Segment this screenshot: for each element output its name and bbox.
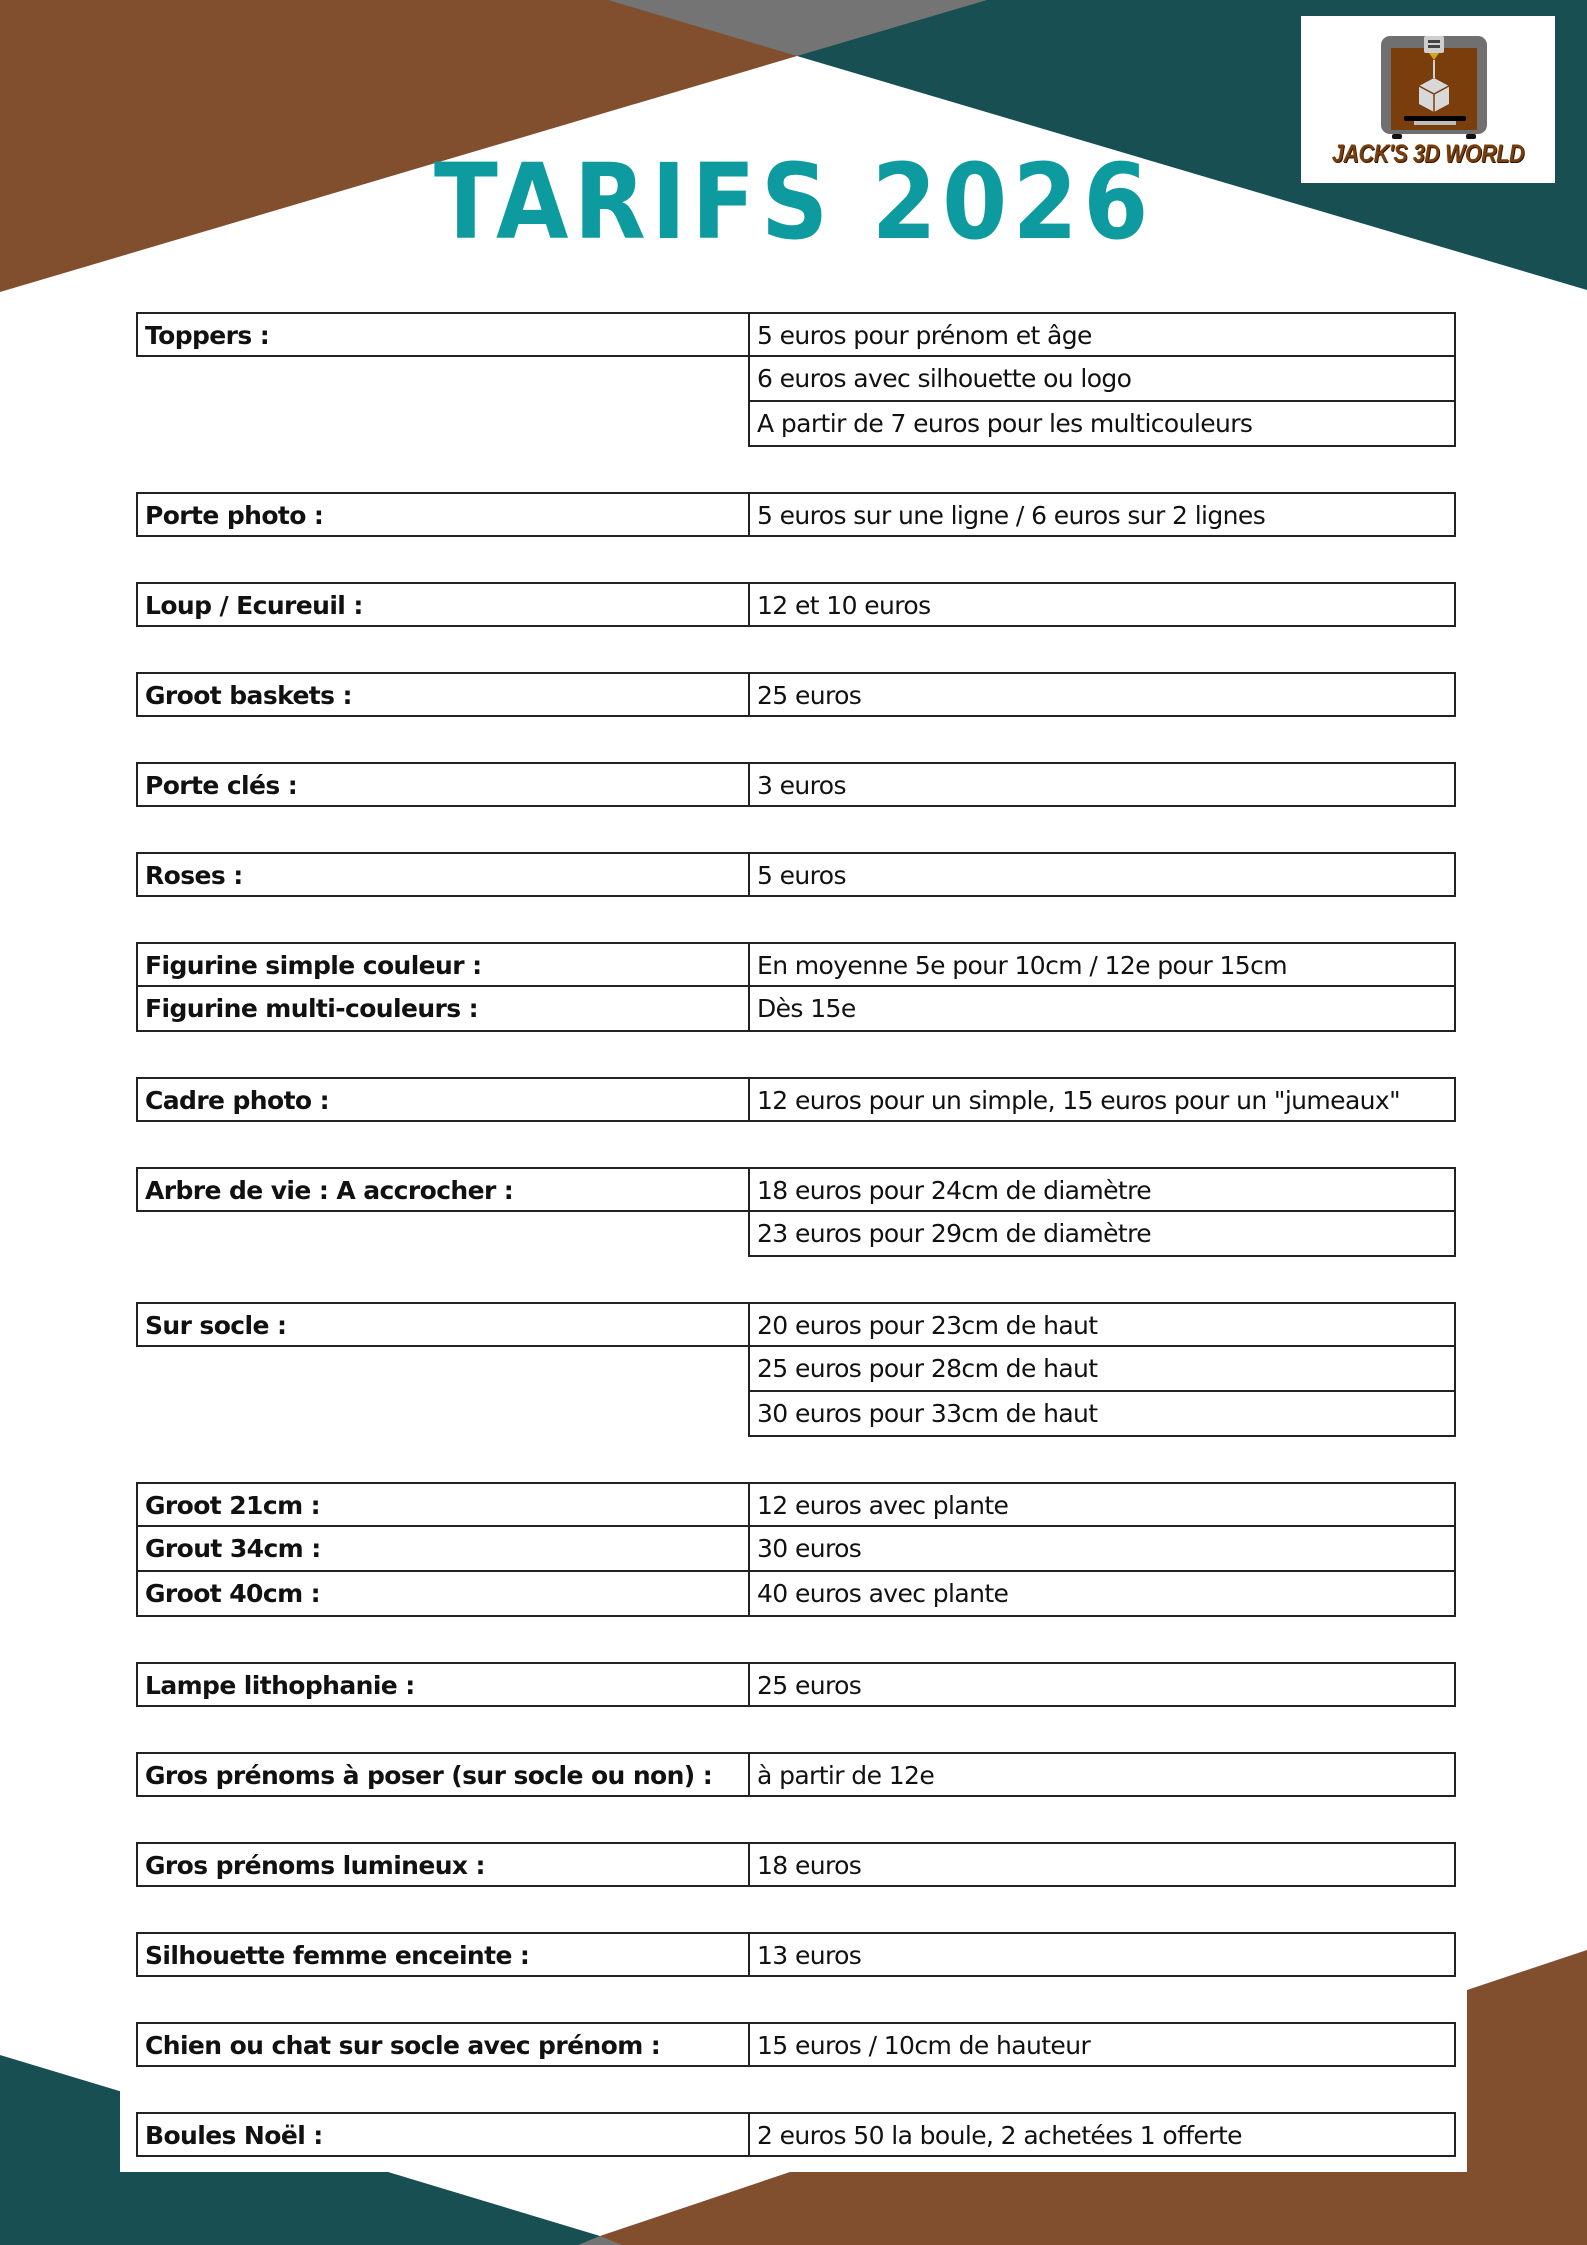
item-price: En moyenne 5e pour 10cm / 12e pour 15cm xyxy=(748,942,1456,987)
price-group xyxy=(136,1167,1456,1257)
item-price: 12 et 10 euros xyxy=(748,582,1456,627)
price-group xyxy=(136,1482,1456,1617)
item-label: Porte clés : xyxy=(136,762,748,807)
item-price: 18 euros pour 24cm de diamètre xyxy=(748,1167,1456,1212)
item-label: Roses : xyxy=(136,852,748,897)
item-price: 20 euros pour 23cm de haut xyxy=(748,1302,1456,1347)
table-row xyxy=(136,672,1456,717)
item-price: 5 euros sur une ligne / 6 euros sur 2 lignes xyxy=(748,492,1456,537)
price-table xyxy=(136,312,1456,2157)
table-row xyxy=(136,1842,1456,1887)
item-label xyxy=(136,357,748,402)
price-group xyxy=(136,582,1456,627)
group-spacer xyxy=(136,1797,1456,1842)
item-label: Figurine simple couleur : xyxy=(136,942,748,987)
item-price: 13 euros xyxy=(748,1932,1456,1977)
table-row xyxy=(136,1077,1456,1122)
item-label: Porte photo : xyxy=(136,492,748,537)
3d-printer-icon xyxy=(1301,16,1555,141)
item-price: 25 euros xyxy=(748,672,1456,717)
price-group xyxy=(136,1302,1456,1437)
item-label: Groot 21cm : xyxy=(136,1482,748,1527)
price-group xyxy=(136,672,1456,717)
table-row xyxy=(136,987,1456,1032)
item-price: 23 euros pour 29cm de diamètre xyxy=(748,1212,1456,1257)
item-label xyxy=(136,1347,748,1392)
item-price: 30 euros pour 33cm de haut xyxy=(748,1392,1456,1437)
item-label: Boules Noël : xyxy=(136,2112,748,2157)
group-spacer xyxy=(136,1032,1456,1077)
table-row xyxy=(136,492,1456,537)
item-price: 40 euros avec plante xyxy=(748,1572,1456,1617)
item-label: Chien ou chat sur socle avec prénom : xyxy=(136,2022,748,2067)
item-price: à partir de 12e xyxy=(748,1752,1456,1797)
item-price: 18 euros xyxy=(748,1842,1456,1887)
page-title: TARIFS 2026 xyxy=(433,141,1154,263)
group-spacer xyxy=(136,897,1456,942)
group-spacer xyxy=(136,537,1456,582)
item-price: Dès 15e xyxy=(748,987,1456,1032)
price-group xyxy=(136,762,1456,807)
item-price: A partir de 7 euros pour les multicouleurs xyxy=(748,402,1456,447)
group-spacer xyxy=(136,1257,1456,1302)
item-label: Groot 40cm : xyxy=(136,1572,748,1617)
group-spacer xyxy=(136,1977,1456,2022)
table-row xyxy=(136,2022,1456,2067)
item-label: Gros prénoms à poser (sur socle ou non) : xyxy=(136,1752,748,1797)
table-row xyxy=(136,852,1456,897)
table-row xyxy=(136,1347,1456,1392)
table-row xyxy=(136,1392,1456,1437)
price-group xyxy=(136,312,1456,447)
price-group xyxy=(136,852,1456,897)
item-label: Cadre photo : xyxy=(136,1077,748,1122)
item-label: Lampe lithophanie : xyxy=(136,1662,748,1707)
group-spacer xyxy=(136,807,1456,852)
group-spacer xyxy=(136,447,1456,492)
price-group xyxy=(136,1752,1456,1797)
item-label: Gros prénoms lumineux : xyxy=(136,1842,748,1887)
table-row xyxy=(136,1752,1456,1797)
brand-name: JACK'S 3D WORLD xyxy=(1331,140,1525,168)
item-label xyxy=(136,1392,748,1437)
group-spacer xyxy=(136,1887,1456,1932)
table-row xyxy=(136,1572,1456,1617)
item-price: 2 euros 50 la boule, 2 achetées 1 offerte xyxy=(748,2112,1456,2157)
table-row xyxy=(136,2112,1456,2157)
item-label xyxy=(136,1212,748,1257)
group-spacer xyxy=(136,1437,1456,1482)
table-row xyxy=(136,1302,1456,1347)
table-row xyxy=(136,1932,1456,1977)
table-row xyxy=(136,1662,1456,1707)
group-spacer xyxy=(136,627,1456,672)
item-label: Sur socle : xyxy=(136,1302,748,1347)
price-group xyxy=(136,942,1456,1032)
item-price: 12 euros avec plante xyxy=(748,1482,1456,1527)
item-label: Arbre de vie : A accrocher : xyxy=(136,1167,748,1212)
item-price: 25 euros xyxy=(748,1662,1456,1707)
price-group xyxy=(136,2022,1456,2067)
table-row xyxy=(136,582,1456,627)
price-group xyxy=(136,1662,1456,1707)
item-label xyxy=(136,402,748,447)
table-row xyxy=(136,1482,1456,1527)
item-price: 5 euros pour prénom et âge xyxy=(748,312,1456,357)
group-spacer xyxy=(136,2067,1456,2112)
item-price: 12 euros pour un simple, 15 euros pour un "jumeaux" xyxy=(748,1077,1456,1122)
item-price: 30 euros xyxy=(748,1527,1456,1572)
item-price: 25 euros pour 28cm de haut xyxy=(748,1347,1456,1392)
table-row xyxy=(136,1167,1456,1212)
table-row xyxy=(136,942,1456,987)
item-price: 3 euros xyxy=(748,762,1456,807)
item-label: Loup / Ecureuil : xyxy=(136,582,748,627)
group-spacer xyxy=(136,1707,1456,1752)
item-price: 15 euros / 10cm de hauteur xyxy=(748,2022,1456,2067)
group-spacer xyxy=(136,1122,1456,1167)
table-row xyxy=(136,762,1456,807)
table-row xyxy=(136,312,1456,357)
price-group xyxy=(136,2112,1456,2157)
group-spacer xyxy=(136,1617,1456,1662)
item-label: Groot baskets : xyxy=(136,672,748,717)
item-label: Silhouette femme enceinte : xyxy=(136,1932,748,1977)
price-group xyxy=(136,1077,1456,1122)
table-row xyxy=(136,402,1456,447)
item-label: Toppers : xyxy=(136,312,748,357)
item-price: 5 euros xyxy=(748,852,1456,897)
item-label: Figurine multi-couleurs : xyxy=(136,987,748,1032)
item-label: Grout 34cm : xyxy=(136,1527,748,1572)
price-group xyxy=(136,1842,1456,1887)
table-row xyxy=(136,1527,1456,1572)
table-row xyxy=(136,1212,1456,1257)
price-group xyxy=(136,1932,1456,1977)
price-group xyxy=(136,492,1456,537)
group-spacer xyxy=(136,717,1456,762)
table-row xyxy=(136,357,1456,402)
item-price: 6 euros avec silhouette ou logo xyxy=(748,357,1456,402)
